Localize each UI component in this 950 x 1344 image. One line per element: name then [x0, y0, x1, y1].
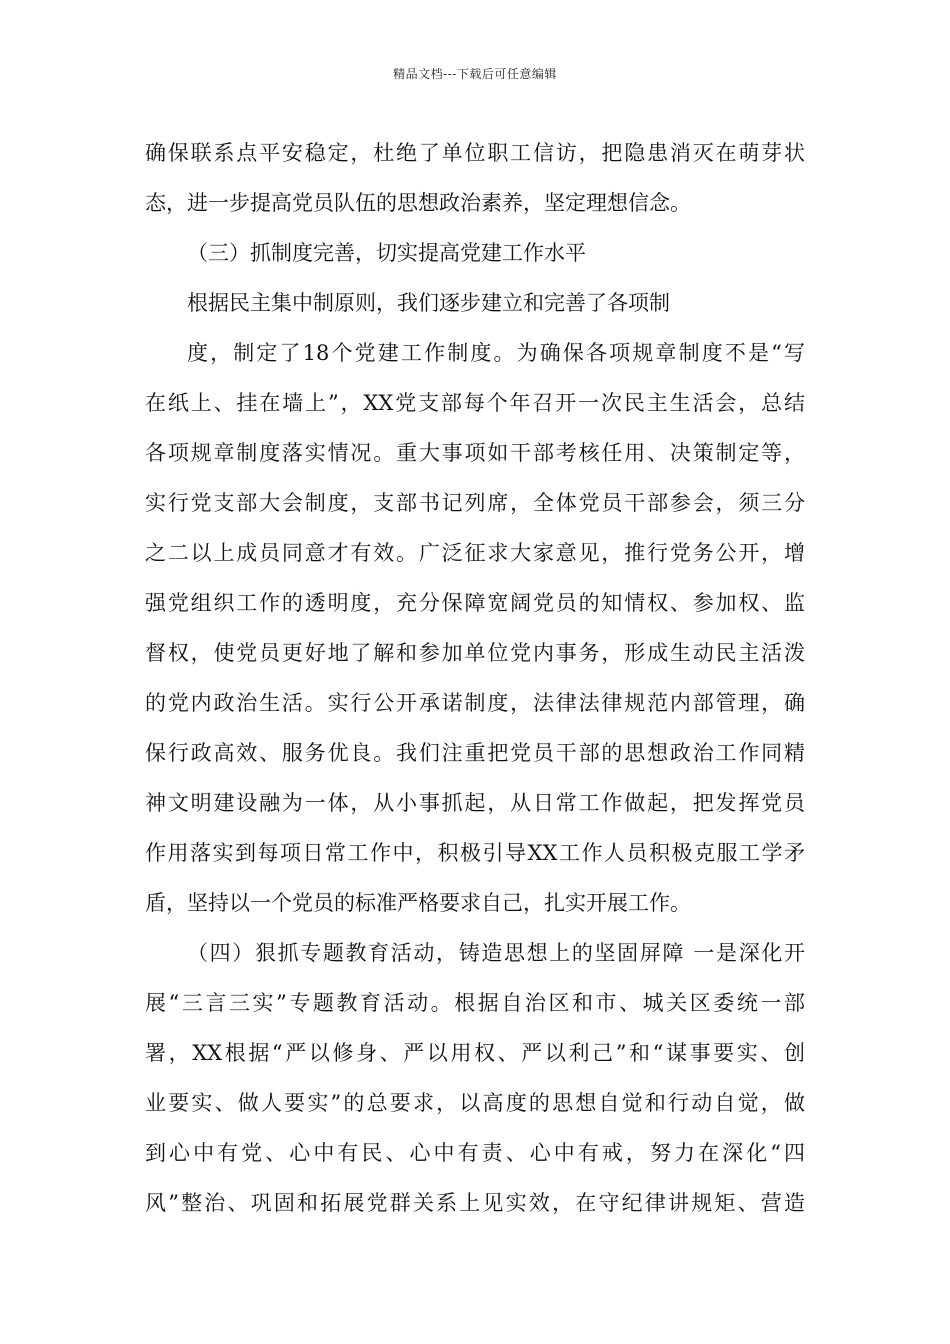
text-line-22: 风”整治、巩固和拓展党群关系上见实效，在守纪律讲规矩、营造 — [145, 1191, 805, 1215]
text-line-10: 强党组织工作的透明度，充分保障宽阔党员的知情权、参加权、监 — [145, 591, 805, 615]
text-line-4: 根据民主集中制原则，我们逐步建立和完善了各项制 — [187, 291, 670, 315]
text-line-19: 署，XX根据“严以修身、严以用权、严以利己”和“谋事要实、创 — [145, 1041, 805, 1065]
text-line-21: 到心中有党、心中有民、心中有责、心中有戒，努力在深化“四 — [145, 1141, 805, 1165]
text-line-9: 之二以上成员同意才有效。广泛征求大家意见，推行党务公开，增 — [145, 541, 805, 565]
text-line-12: 的党内政治生活。实行公开承诺制度，法律法律规范内部管理，确 — [145, 691, 805, 715]
text-line-2: 态，进一步提高党员队伍的思想政治素养，坚定理想信念。 — [145, 191, 691, 215]
text-line-13: 保行政高效、服务优良。我们注重把党员干部的思想政治工作同精 — [145, 741, 805, 765]
text-line-7: 各项规章制度落实情况。重大事项如干部考核任用、决策制定等， — [145, 441, 805, 465]
page-header: 精品文档---下载后可任意编辑 — [393, 67, 557, 81]
text-line-20: 业要实、做人要实”的总要求，以高度的思想自觉和行动自觉，做 — [145, 1091, 805, 1115]
text-line-6: 在纸上、挂在墙上”，XX党支部每个年召开一次民主生活会，总结 — [145, 391, 805, 415]
text-line-14: 神文明建设融为一体，从小事抓起，从日常工作做起，把发挥党员 — [145, 791, 805, 815]
section-heading-3: （三）抓制度完善，切实提高党建工作水平 — [187, 241, 586, 265]
document-body — [145, 128, 805, 1228]
text-line-1: 确保联系点平安稳定，杜绝了单位职工信访，把隐患消灭在萌芽状 — [145, 141, 805, 165]
text-line-11: 督权，使党员更好地了解和参加单位党内事务，形成生动民主活泼 — [145, 641, 805, 665]
section-heading-4: （四）狠抓专题教育活动，铸造思想上的坚固屏障 一是深化开 — [187, 941, 805, 965]
text-line-8: 实行党支部大会制度，支部书记列席，全体党员干部参会，须三分 — [145, 491, 805, 515]
text-line-5: 度，制定了18个党建工作制度。为确保各项规章制度不是“写 — [187, 341, 805, 365]
text-line-15: 作用落实到每项日常工作中，积极引导XX工作人员积极克服工学矛 — [145, 841, 805, 865]
text-line-16: 盾，坚持以一个党员的标准严格要求自己，扎实开展工作。 — [145, 891, 691, 915]
text-line-18: 展“三言三实”专题教育活动。根据自治区和市、城关区委统一部 — [145, 991, 805, 1015]
